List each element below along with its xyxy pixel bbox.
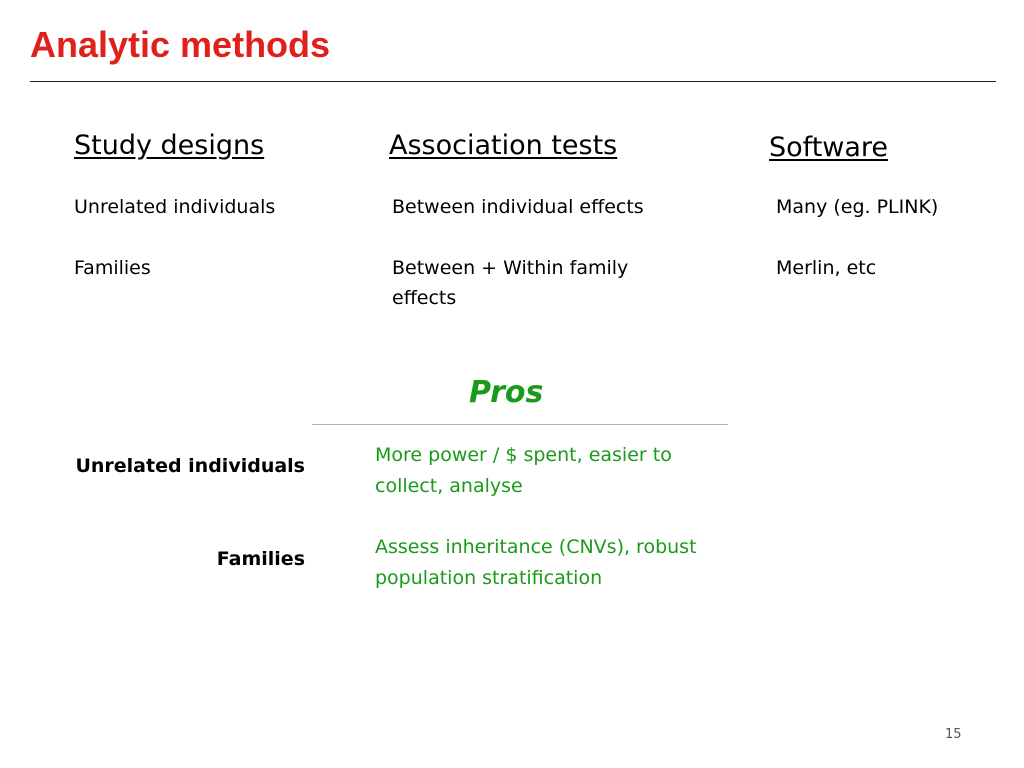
pros-header-rule: [312, 424, 728, 425]
association-tests-heading: Association tests: [389, 130, 618, 161]
slide-title: Analytic methods: [30, 24, 331, 65]
pros-row-label-families: Families: [216, 548, 305, 570]
pros-row-value-families: Assess inheritance (CNVs), robust population stratification: [375, 536, 697, 589]
study-design-item-families: Families: [74, 257, 151, 279]
title-divider: [30, 81, 996, 82]
software-item-plink: Many (eg. PLINK): [776, 196, 939, 218]
association-test-item-within: Between + Within family effects: [392, 257, 629, 309]
study-designs-heading: Study designs: [74, 130, 265, 161]
software-heading: Software: [769, 132, 889, 163]
software-item-merlin: Merlin, etc: [776, 257, 877, 279]
page-number: 15: [945, 727, 962, 742]
study-design-item-unrelated: Unrelated individuals: [74, 196, 276, 218]
pros-row-value-unrelated: More power / $ spent, easier to collect, analyse: [375, 444, 672, 497]
pros-row-label-unrelated: Unrelated individuals: [75, 455, 305, 477]
association-test-item-between: Between individual effects: [392, 196, 644, 218]
pros-heading: Pros: [469, 375, 544, 410]
